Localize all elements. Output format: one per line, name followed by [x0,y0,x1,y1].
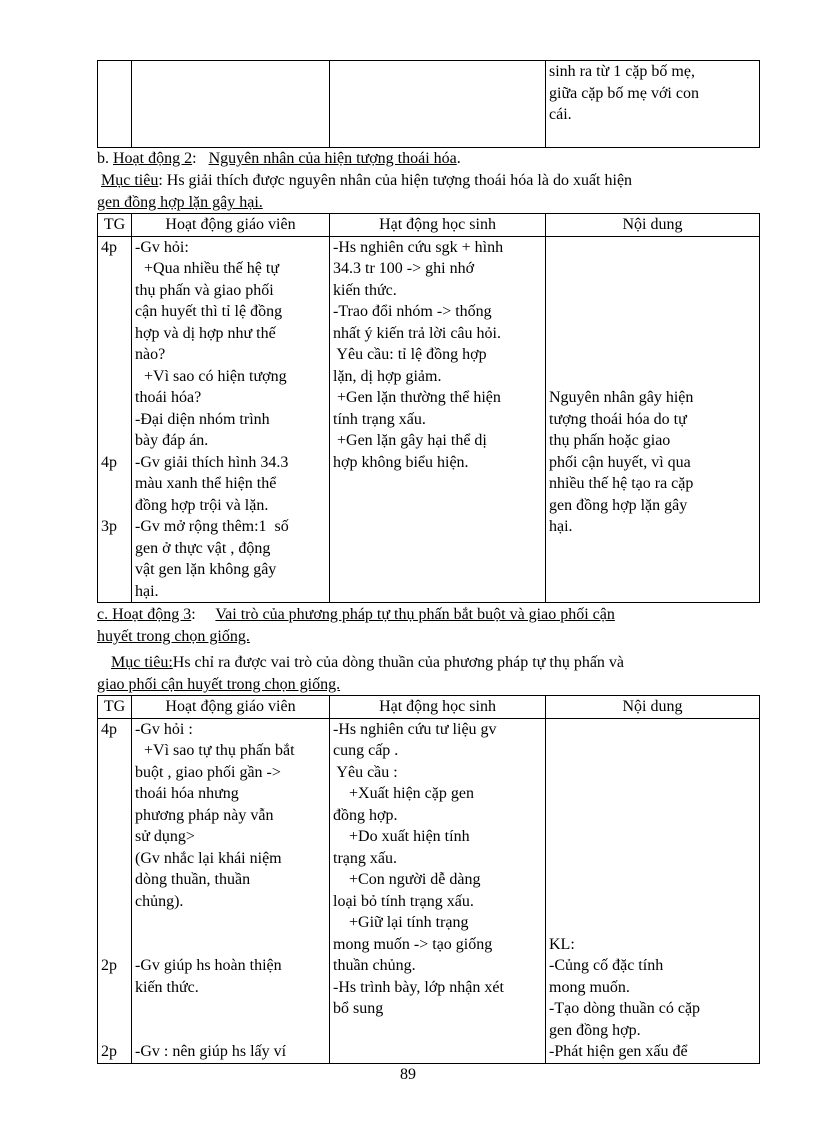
cell-line [101,740,128,762]
cell-line: dòng thuần, thuần [135,871,251,888]
cell-line: 4p [101,720,117,738]
cell-line [101,409,128,431]
cell-line: thoái hóa nhưng [135,785,239,802]
cell-line: gen ở thực vật , động [135,539,271,557]
cell-line: đồng hợp. [333,806,398,824]
goal-text-cont: gen đồng hợp lặn gây hại. [97,194,263,211]
cell-line: -Đại diện nhóm trình [135,410,270,428]
activity-end: . [456,150,461,167]
section-c-heading [97,605,759,695]
cell-line: vật gen lặn không gây [135,561,277,578]
cell-line [101,344,128,366]
cell-line: trạng xấu. [333,849,397,867]
cell-line [549,323,756,345]
cell-line [101,430,128,452]
cell-line [549,762,756,784]
page-number: 89 [400,1066,416,1083]
cell-line: gen đồng hợp. [549,1021,641,1039]
cell-line [101,301,128,323]
cell-line [101,581,128,603]
cell-line [101,912,128,934]
cell-line: -Gv hỏi: [135,238,189,256]
header-content: Nội dung [546,696,760,719]
cell-line [101,366,128,388]
cell-line [135,934,326,956]
cell-line: nhiều thế hệ tạo ra cặp [549,475,694,492]
cell-line: KL: [549,935,575,953]
cell-line [101,998,128,1020]
cell-line: Yêu cầu : [333,763,398,781]
cell-line: +Xuất hiện cặp gen [333,785,474,802]
goal-text-cont: giao phối cận huyết trong chọn giống. [97,676,341,693]
cell-line [101,323,128,345]
hs-cell [330,61,546,148]
nd-cell [546,236,760,603]
cell-line: hại. [549,518,573,535]
cell-line [549,237,756,259]
cell-line: +Giữ lại tính trạng [333,914,469,931]
cell-line: +Con người dễ dàng [333,871,481,888]
cell-line: -Gv giúp hs hoàn thiện [135,957,282,974]
cell-line: +Vì sao có hiện tượng [144,367,287,385]
cell-line: cung cấp . [333,742,399,759]
top-table [97,60,760,148]
cell-line: tượng thoái hóa do tự [549,410,687,428]
cell-line [549,344,756,366]
cell-line [101,848,128,870]
cell-line: Nguyên nhân gây hiện [549,389,694,406]
cell-line [101,762,128,784]
cell-line [549,826,756,848]
hs-cell [330,236,546,603]
goal-label: Mục tiêu: [111,654,173,671]
cell-line: loại bỏ tính trạng xấu. [333,892,474,910]
table-row [98,61,760,148]
section-prefix: b. [97,150,113,167]
cell-line: -Gv hỏi : [135,720,193,738]
cell-line: cận huyết thì tỉ lệ đồng [135,303,283,320]
cell-line: -Hs nghiên cứu sgk + hình [333,238,504,256]
header-student: Hạt động học sinh [330,214,546,237]
cell-line: thụ phấn hoặc giao [549,432,671,449]
cell-line: -Gv : nên giúp hs lấy ví [135,1043,287,1060]
goal-text: : Hs giải thích được nguyên nhân của hiện tượng thoái hóa là do xuất hiện [158,172,633,189]
header-student: Hạt động học sinh [330,696,546,719]
activity-label: Hoạt động 2 [113,150,193,167]
cell-line: tính trạng xấu. [333,410,426,428]
header-tg: TG [98,696,132,719]
tg-cell [98,718,132,1063]
cell-line: phối cận huyết, vì qua [549,453,691,471]
cell-line [549,805,756,827]
cell-line: -Gv giải thích hình 34.3 [135,453,289,471]
cell-line: +Qua nhiều thế hệ tự [144,260,279,277]
cell-line: -Trao đổi nhóm -> thống [333,303,492,320]
tg-cell [98,236,132,603]
cell-line [101,473,128,495]
header-teacher: Hoạt động giáo viên [132,696,330,719]
cell-line: mong muốn -> tạo giống [333,935,493,953]
cell-line [101,805,128,827]
cell-line: bổ sung [333,1000,384,1017]
cell-line: 3p [101,518,117,535]
table-row [98,236,760,603]
cell-line: thụ phấn và giao phối [135,281,274,299]
cell-line [549,848,756,870]
cell-line: buột , giao phối gần -> [135,763,281,781]
cell-line: (Gv nhắc lại khái niệm [135,849,282,867]
cell-line [101,280,128,302]
cell-line: -Củng cố đặc tính [549,957,664,974]
cell-line [101,495,128,517]
cell-line: +Gen lặn gây hại thể dị [333,432,487,449]
cell-line: bày đáp án. [135,432,209,449]
cell-line: kiến thức. [135,978,199,996]
cell-line: lặn, dị hợp giảm. [333,367,442,385]
goal-text: Hs chỉ ra được vai trò của dòng thuần của phương pháp tự thụ phấn và [172,654,625,671]
cell-line [101,1020,128,1042]
cell-line: +Gen lặn thường thể hiện [333,389,501,406]
tg-cell [98,61,132,148]
cell-line: thoái hóa? [135,389,202,406]
activity-title: Nguyên nhân của hiện tượng thoái hóa [208,150,457,167]
nd-cell [546,61,760,148]
gv-cell [132,718,330,1063]
cell-line: -Phát hiện gen xấu để [549,1043,688,1060]
cell-line [549,891,756,913]
gv-cell [132,61,330,148]
hs-cell [330,718,546,1063]
cell-line: -Hs trình bày, lớp nhận xét [333,978,504,996]
cell-line: sinh ra từ 1 cặp bố mẹ, [549,63,695,80]
cell-line [135,912,326,934]
cell-line: thuần chủng. [333,957,416,974]
cell-line [549,301,756,323]
goal-label: Mục tiêu [101,172,159,189]
activity-sep: : [191,606,216,623]
activity-3-table [97,695,760,1064]
cell-line: gen đồng hợp lặn gây [549,496,688,514]
cell-line: hợp và dị hợp như thế [135,324,276,342]
cell-line [101,826,128,848]
cell-line [101,891,128,913]
document-page [97,60,759,1064]
cell-line: +Do xuất hiện tính [333,828,470,845]
cell-line [549,366,756,388]
header-row [98,214,760,237]
cell-line [101,258,128,280]
cell-line: hại. [135,582,159,600]
section-prefix: c. [97,606,113,623]
cell-line: -Tạo dòng thuần có cặp [549,1000,701,1017]
cell-line: 2p [101,1043,117,1060]
cell-line [549,912,756,934]
cell-line: -Hs nghiên cứu tư liệu gv [333,720,497,738]
cell-line: mong muốn. [549,978,630,996]
cell-line: sử dụng> [135,828,195,845]
cell-line [101,538,128,560]
cell-line [549,783,756,805]
activity-title: Vai trò của phương pháp tự thụ phấn bắt buột và giao phối cận [215,606,615,623]
cell-line [549,280,756,302]
cell-line [101,934,128,956]
cell-line: 2p [101,957,117,974]
nd-cell [546,718,760,1063]
cell-line: 4p [101,238,117,256]
cell-line: đồng hợp trội và lặn. [135,496,269,514]
cell-line [549,869,756,891]
cell-line: +Vì sao tự thụ phấn bắt [144,742,295,759]
cell-line: 34.3 tr 100 -> ghi nhớ [333,260,475,277]
cell-line: hợp không biểu hiện. [333,453,469,471]
cell-line [549,719,756,741]
cell-line [135,998,326,1020]
cell-line: chủng). [135,892,184,910]
cell-line [135,1020,326,1042]
cell-line: nào? [135,346,166,363]
header-content: Nội dung [546,214,760,237]
cell-line [101,387,128,409]
header-row [98,696,760,719]
cell-line [101,869,128,891]
cell-line [549,258,756,280]
section-b-heading [97,149,759,213]
cell-line: cái. [549,106,572,123]
cell-line: màu xanh thể hiện thể [135,475,277,492]
cell-line [101,559,128,581]
cell-line [101,977,128,999]
activity-2-table [97,213,760,603]
cell-line [101,783,128,805]
header-tg: TG [98,214,132,237]
cell-line [549,740,756,762]
activity-title-cont: huyết trong chọn giống. [97,628,250,645]
cell-line: nhất ý kiến trả lời câu hỏi. [333,324,501,342]
cell-line: Yêu cầu: tỉ lệ đồng hợp [333,346,487,363]
gv-cell [132,236,330,603]
cell-line: phương pháp này vẫn [135,806,274,824]
activity-label: Hoạt động 3 [112,606,192,623]
cell-line: giữa cặp bố mẹ với con [549,84,699,102]
activity-sep: : [192,150,209,167]
cell-line: 4p [101,453,117,471]
header-teacher: Hoạt động giáo viên [132,214,330,237]
table-row [98,718,760,1063]
cell-line: kiến thức. [333,281,397,299]
cell-line: -Gv mở rộng thêm:1 số [135,518,289,535]
